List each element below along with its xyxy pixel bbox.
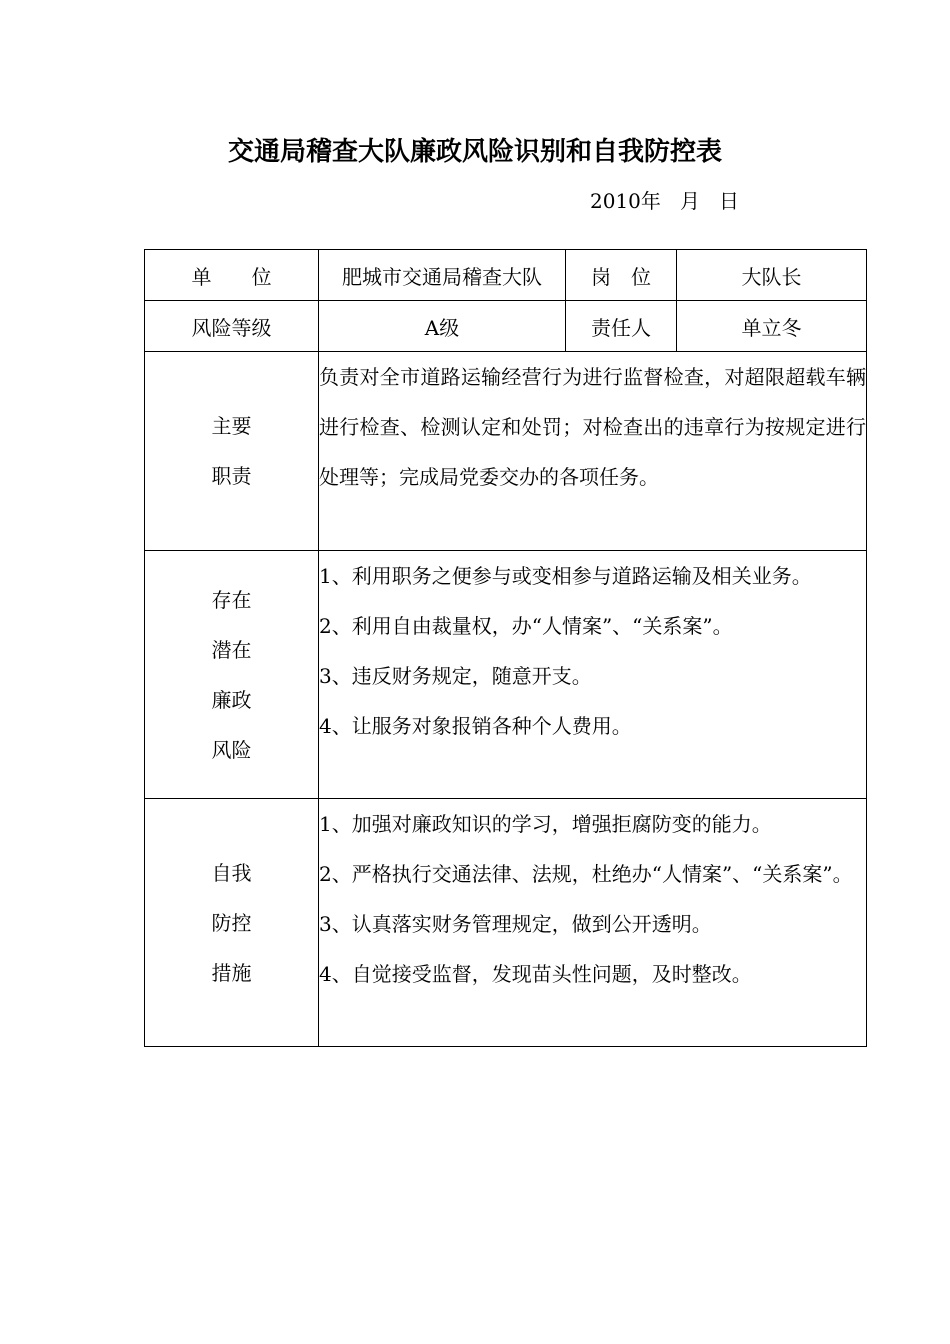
duties-label-line: 主要 <box>211 414 252 438</box>
risks-label-line: 廉政 <box>211 687 252 712</box>
table-row <box>145 799 867 1047</box>
duties-label <box>145 352 319 551</box>
risks-list <box>319 551 867 799</box>
measures-label-line: 防控 <box>211 910 252 935</box>
table-row <box>145 250 867 301</box>
duties-paragraph: 负责对全市道路运输经营行为进行监督检查，对超限超载车辆进行检查、检测认定和处罚；对检查出的违章行为按规定进行处理等；完成局党委交办的各项任务。 <box>319 365 866 489</box>
post-label: 岗 位 <box>566 250 677 301</box>
measures-list <box>319 799 867 1047</box>
unit-value: 肥城市交通局稽查大队 <box>319 250 566 301</box>
measures-label-line: 自我 <box>211 860 252 885</box>
unit-label: 单 位 <box>145 250 319 301</box>
risks-label-line: 风险 <box>211 737 252 762</box>
list-item: 4、自觉接受监督，发现苗头性问题，及时整改。 <box>319 962 752 986</box>
table-row <box>145 551 867 799</box>
list-item: 4、让服务对象报销各种个人费用。 <box>319 714 632 738</box>
measures-label <box>145 799 319 1047</box>
risk-level-label: 风险等级 <box>145 301 319 352</box>
duties-text <box>319 352 867 551</box>
table-row <box>145 352 867 551</box>
post-value: 大队长 <box>677 250 867 301</box>
risks-label-line: 存在 <box>211 587 252 612</box>
person-label: 责任人 <box>566 301 677 352</box>
list-item: 2、严格执行交通法律、法规，杜绝办“人情案”、“关系案”。 <box>319 862 853 886</box>
risks-label <box>145 551 319 799</box>
list-item: 3、违反财务规定，随意开支。 <box>319 664 592 688</box>
document-title: 交通局稽查大队廉政风险识别和自我防控表 <box>227 137 722 167</box>
risks-label-line: 潜在 <box>211 637 252 662</box>
list-item: 1、加强对廉政知识的学习，增强拒腐防变的能力。 <box>319 812 772 836</box>
list-item: 1、利用职务之便参与或变相参与道路运输及相关业务。 <box>319 564 812 588</box>
duties-label-line: 职责 <box>211 464 252 488</box>
list-item: 3、认真落实财务管理规定，做到公开透明。 <box>319 912 712 936</box>
person-value: 单立冬 <box>677 301 867 352</box>
list-item: 2、利用自由裁量权，办“人情案”、“关系案”。 <box>319 614 733 638</box>
measures-label-line: 措施 <box>211 960 252 985</box>
document-date: 2010年 月 日 <box>590 189 740 213</box>
risk-control-table <box>144 249 867 1047</box>
risk-level-value: A级 <box>319 301 566 352</box>
table-row <box>145 301 867 352</box>
